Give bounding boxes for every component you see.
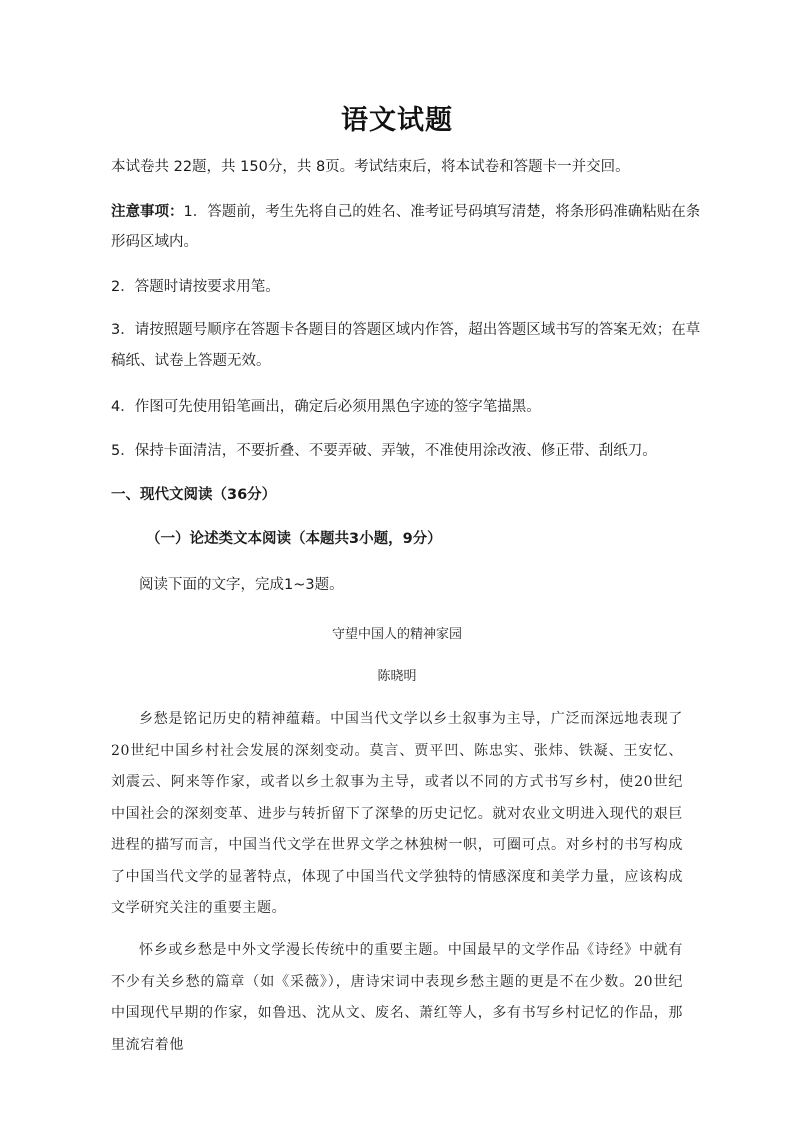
notes-item-1 — [111, 196, 701, 229]
notes-item-5: 5．保持卡面清洁，不要折叠、不要弄破、弄皱，不准使用涂改液、修正带、刮纸刀。 — [111, 443, 657, 459]
reading-instruction: 阅读下面的文字，完成1~3题。 — [139, 577, 344, 593]
subsection-heading: （一）论述类文本阅读（本题共3小题，9分） — [146, 531, 442, 547]
notes-item-2: 2．答题时请按要求用笔。 — [111, 279, 280, 295]
notes-item-1-cont: 形码区域内。 — [111, 234, 198, 250]
article-paragraph-2: 怀乡或乡愁是中外文学漫长传统中的重要主题。中国最早的文学作品《诗经》中就有不少有关乡愁的篇章（如《采薇》），唐诗宋词中表现乡愁主题的更是不在少数。20世纪中国现代早期的作家，如鲁迅、沈从文、废名、萧红等人，多有书写乡村记忆的作品，那里流宕着他 — [111, 942, 683, 1053]
exam-intro: 本试卷共 22题，共 150分，共 8页。考试结束后，将本试卷和答题卡一并交回。 — [111, 159, 630, 175]
notes-label: 注意事项： — [111, 204, 184, 220]
notes-item-1-text: 1．答题前，考生先将自己的姓名、准考证号码填写清楚，将条形码准确粘贴在条 — [183, 204, 701, 220]
notes-item-3-cont: 稿纸、试卷上答题无效。 — [111, 353, 271, 369]
article-title: 守望中国人的精神家园 — [331, 627, 462, 642]
watermark — [738, 768, 788, 792]
article-paragraph-1: 乡愁是铭记历史的精神蕴藉。中国当代文学以乡土叙事为主导，广泛而深远地表现了20世纪中国乡村社会发展的深刻变动。莫言、贾平凹、陈忠实、张炜、铁凝、王安忆、刘震云、阿来等作家，或者以乡土叙事为主导，或者以不同的方式书写乡村，使20世纪中国社会的深刻变革、进步与转折留下了深挚的历史记忆。就对农业文明进入现代的艰巨进程的描写而言，中国当代文学在世界文学之林独树一帜，可圈可点。对乡村的书写构成了中国当代文学的显著特点，体现了中国当代文学独特的情感深度和美学力量，应该构成文学研究关注的重要主题。 — [111, 711, 683, 916]
notes-item-4: 4．作图可先使用铅笔画出，确定后必须用黑色字迹的签字笔描黑。 — [111, 399, 541, 415]
section-heading: 一、现代文阅读（36分） — [111, 487, 277, 503]
page-title: 语文试题 — [341, 105, 453, 136]
article-author: 陈晓明 — [377, 669, 417, 684]
notes-item-3: 3．请按照题号顺序在答题卡各题目的答题区域内作答，超出答题区域书写的答案无效；在草 — [111, 322, 701, 338]
